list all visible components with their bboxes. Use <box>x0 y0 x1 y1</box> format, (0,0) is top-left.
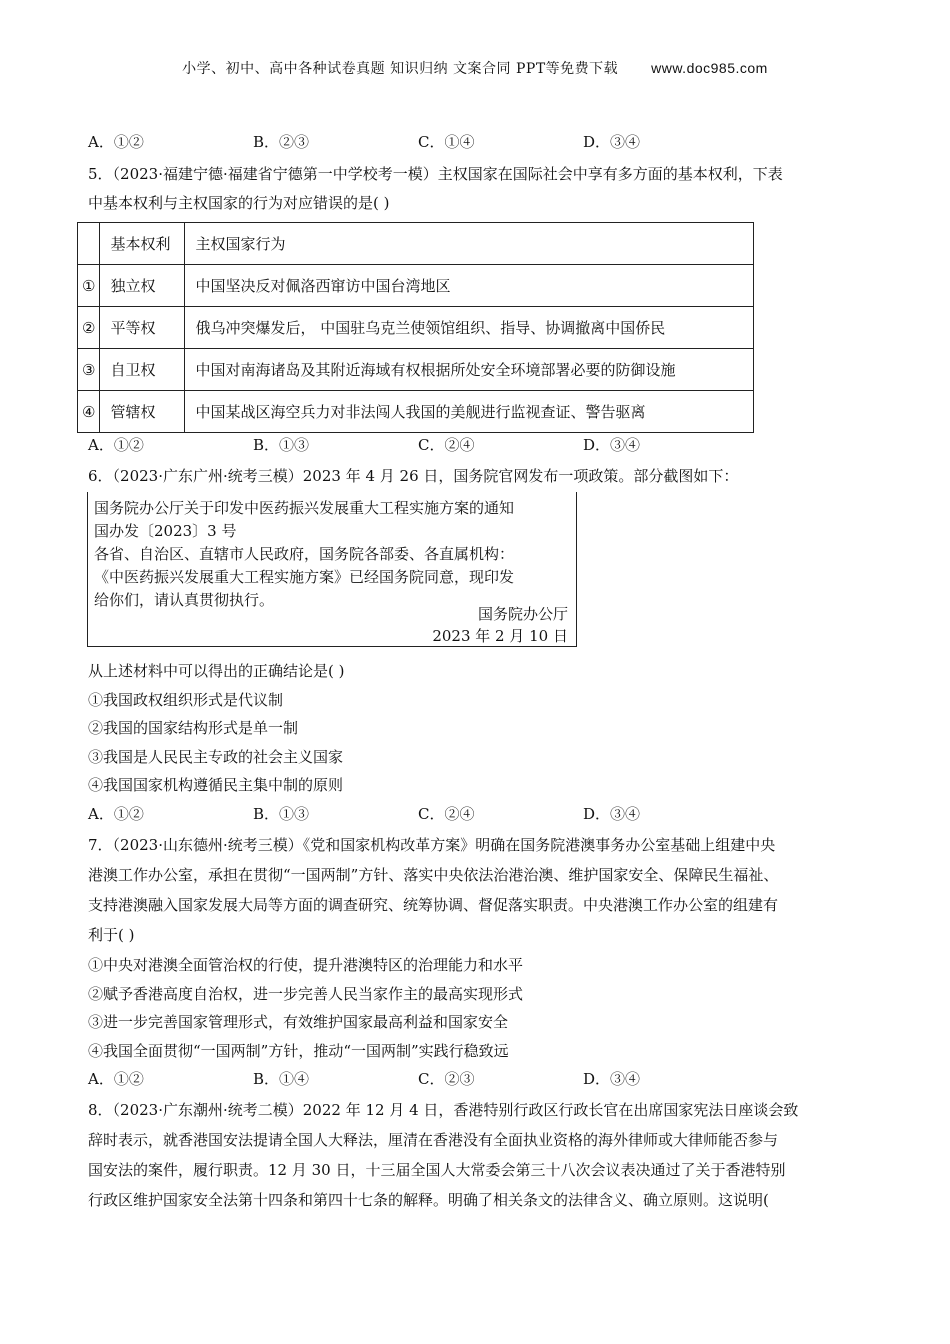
doc-number: 国办发〔2023〕3 号 <box>94 522 237 540</box>
table-header-row <box>78 223 754 265</box>
table-cell: ② <box>78 307 100 349</box>
q6-option-c[interactable]: C．②④ <box>418 805 475 823</box>
table-cell: ③ <box>78 349 100 391</box>
doc-signature: 国务院办公厅 <box>477 605 568 623</box>
q4-option-d[interactable]: D．③④ <box>583 133 641 151</box>
q7-option-d[interactable]: D．③④ <box>583 1070 641 1088</box>
q6-item-2: ②我国的国家结构形式是单一制 <box>88 719 299 737</box>
q7-option-b[interactable]: B．①④ <box>253 1070 310 1088</box>
q7-stem-line: 支持港澳融入国家发展大局等方面的调查研究、统筹协调、督促落实职责。中央港澳工作办公室的组建有 <box>88 896 779 914</box>
q8-stem-line: 8．（2023·广东潮州·统考二模）2022 年 12 月 4 日，香港特别行政区行政长官在出席国家宪法日座谈会致 <box>88 1101 799 1119</box>
table-cell: ① <box>78 265 100 307</box>
q7-stem-line: 7．（2023·山东德州·统考三模）《党和国家机构改革方案》明确在国务院港澳事务办公室基础上组建中央 <box>88 836 776 854</box>
header-url[interactable]: www.doc985.com <box>651 60 768 76</box>
q5-option-d[interactable]: D．③④ <box>583 436 641 454</box>
table-cell: 管辖权 <box>100 391 185 433</box>
q7-item-4: ④我国全面贯彻“一国两制”方针，推动“一国两制”实践行稳致远 <box>88 1042 509 1060</box>
q7-option-a[interactable]: A．①② <box>88 1070 144 1088</box>
q7-item-1: ①中央对港澳全面管治权的行使，提升港澳特区的治理能力和水平 <box>88 956 524 974</box>
q5-stem-line-2: 中基本权利与主权国家的行为对应错误的是( ) <box>88 194 390 212</box>
doc-title: 国务院办公厅关于印发中医药振兴发展重大工程实施方案的通知 <box>94 499 515 517</box>
q5-option-a[interactable]: A．①② <box>88 436 144 454</box>
q6-question: 从上述材料中可以得出的正确结论是( ) <box>88 662 345 680</box>
q6-item-3: ③我国是人民民主专政的社会主义国家 <box>88 748 344 766</box>
table-row <box>78 349 754 391</box>
table-cell: 平等权 <box>100 307 185 349</box>
header-text: 小学、初中、高中各种试卷真题 知识归纳 文案合同 PPT等免费下载 <box>182 61 619 77</box>
table-cell: 自卫权 <box>100 349 185 391</box>
doc-addressee: 各省、自治区、直辖市人民政府，国务院各部委、各直属机构： <box>94 545 515 563</box>
table-cell: 中国坚决反对佩洛西窜访中国台湾地区 <box>185 265 754 307</box>
q6-item-1: ①我国政权组织形式是代议制 <box>88 691 284 709</box>
table-header-cell: 基本权利 <box>100 223 185 265</box>
page-header <box>0 58 950 78</box>
q7-stem-line: 港澳工作办公室，承担在贯彻“一国两制”方针、落实中央依法治港治澳、维护国家安全、保障民生福祉、 <box>88 866 779 884</box>
rights-table <box>77 222 754 433</box>
table-row <box>78 307 754 349</box>
table-row <box>78 265 754 307</box>
doc-date: 2023 年 2 月 10 日 <box>432 627 568 645</box>
q6-item-4: ④我国国家机构遵循民主集中制的原则 <box>88 776 344 794</box>
q6-option-b[interactable]: B．①③ <box>253 805 310 823</box>
doc-body-line: 《中医药振兴发展重大工程实施方案》已经国务院同意，现印发 <box>94 568 515 586</box>
q7-option-c[interactable]: C．②③ <box>418 1070 475 1088</box>
table-cell: 中国某战区海空兵力对非法闯人我国的美舰进行监视查证、警告驱离 <box>185 391 754 433</box>
table-cell: 俄乌冲突爆发后， 中国驻乌克兰使领馆组织、指导、协调撤离中国侨民 <box>185 307 754 349</box>
q7-item-3: ③进一步完善国家管理形式，有效维护国家最高利益和国家安全 <box>88 1013 509 1031</box>
table-cell: ④ <box>78 391 100 433</box>
q7-item-2: ②赋予香港高度自治权，进一步完善人民当家作主的最高实现形式 <box>88 985 524 1003</box>
table-cell: 独立权 <box>100 265 185 307</box>
policy-document-excerpt <box>87 492 577 647</box>
q6-option-d[interactable]: D．③④ <box>583 805 641 823</box>
table-header-cell: 主权国家行为 <box>185 223 754 265</box>
q5-option-c[interactable]: C．②④ <box>418 436 475 454</box>
q6-option-a[interactable]: A．①② <box>88 805 144 823</box>
doc-body-line: 给你们，请认真贯彻执行。 <box>94 591 275 609</box>
table-row <box>78 391 754 433</box>
q7-stem-line: 利于( ) <box>88 926 135 944</box>
q5-stem-line-1: 5．（2023·福建宁德·福建省宁德第一中学校考一模）主权国家在国际社会中享有多方面的基本权利，下表 <box>88 165 783 183</box>
q4-option-c[interactable]: C．①④ <box>418 133 475 151</box>
table-cell: 中国对南海诸岛及其附近海域有权根据所处安全环境部署必要的防御设施 <box>185 349 754 391</box>
q8-stem-line: 辞时表示，就香港国安法提请全国人大释法，厘清在香港没有全面执业资格的海外律师或大律师能否参与 <box>88 1131 779 1149</box>
q8-stem-line: 国安法的案件，履行职责。12 月 30 日，十三届全国人大常委会第三十八次会议表决通过了关于香港特别 <box>88 1161 786 1179</box>
q4-option-a[interactable]: A．①② <box>88 133 144 151</box>
q8-stem-line: 行政区维护国家安全法第十四条和第四十七条的解释。明确了相关条文的法律含义、确立原则。这说明( <box>88 1191 769 1209</box>
q5-option-b[interactable]: B．①③ <box>253 436 310 454</box>
q6-stem: 6．（2023·广东广州·统考三模）2023 年 4 月 26 日，国务院官网发布一项政策。部分截图如下： <box>88 467 739 485</box>
q4-option-b[interactable]: B．②③ <box>253 133 310 151</box>
table-header-cell <box>78 223 100 265</box>
